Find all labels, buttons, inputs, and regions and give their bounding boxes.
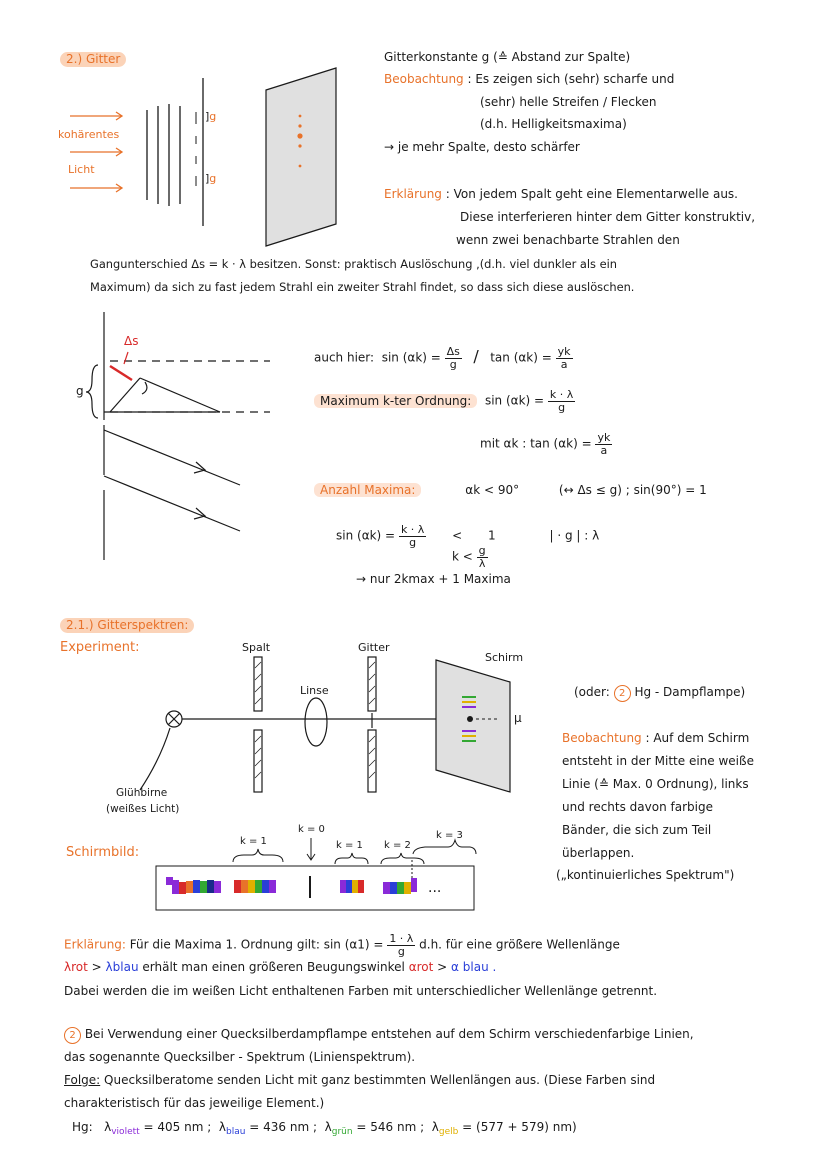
delta-s-segment [110, 366, 132, 380]
auch-hier-line: auch hier: sin (αk) = $\frac{\Delta s}{g}$ / tan (αk) = $\frac{yk}{a}$ [314, 345, 571, 371]
ellipsis: ... [428, 880, 442, 896]
slit-hatching [255, 662, 375, 778]
mercury-line1: 2 Bei Verwendung einer Quecksilberdampflampe entstehen auf dem Schirm verschiedenfarbige Linien, [64, 1027, 694, 1044]
beob2-4: und rechts davon farbige [562, 800, 713, 814]
inequality-line: sin (αk) = $\frac{k \cdot \lambda}{g}$ < 1 | · g | : λ [336, 523, 600, 549]
section-heading-gitterspektren: 2.1.) Gitterspektren: [60, 618, 194, 633]
beobachtung-label: Beobachtung [384, 72, 464, 86]
result-line: → nur 2kmax + 1 Maxima [356, 572, 511, 586]
screen-panel-2 [436, 660, 510, 792]
erklaerung-2: Diese interferieren hinter dem Gitter konstruktiv, [460, 210, 756, 224]
erklaerung-5: Maximum) da sich zu fast jedem Strahl ein zweiter Strahl findet, so dass sich diese auslöschen. [90, 280, 635, 294]
screen-panel [266, 68, 336, 246]
maximum-line: Maximum k-ter Ordnung: sin (αk) = $\frac{k \cdot \lambda}{g}$ [314, 389, 575, 413]
beob2-3: Linie (≙ Max. 0 Ordnung), links [562, 777, 749, 791]
k0-label: k = 0 [298, 824, 325, 835]
beob2-2: entsteht in der Mitte eine weiße [562, 754, 754, 768]
beobachtung-1: Beobachtung : Es zeigen sich (sehr) scharfe und [384, 72, 675, 86]
erkl2-line1: Erklärung: Für die Maxima 1. Ordnung gilt: sin (α1) = $\frac{1 \cdot \lambda}{g}$ d.h. für eine größere Wellenlänge [64, 932, 620, 958]
light-label-2: Licht [68, 163, 95, 176]
geometry-diagram [86, 312, 270, 560]
beob2-1: Beobachtung : Auf dem Schirm [562, 731, 750, 745]
mit-line: mit αk : tan (αk) = $\frac{yk}{a}$ [480, 431, 611, 457]
g-label-1: ]g [205, 110, 217, 123]
beobachtung-2: (sehr) helle Streifen / Flecken [480, 95, 657, 109]
beob2-5: Bänder, die sich zum Teil [562, 823, 712, 837]
mu-label: μ [514, 711, 522, 725]
g-brace-label: g [76, 384, 84, 398]
gitterkonstante: Gitterkonstante g (≙ Abstand zur Spalte) [384, 50, 631, 64]
section-heading-gitter: 2.) Gitter [60, 52, 126, 67]
erklaerung-label: Erklärung [384, 187, 442, 201]
beob2-7: („kontinuierliches Spektrum") [556, 868, 735, 882]
arrow-line: → je mehr Spalte, desto schärfer [384, 140, 580, 154]
grating-lines [147, 78, 203, 226]
erklaerung-4: Gangunterschied Δs = k · λ besitzen. Sonst: praktisch Auslöschung ,(d.h. viel dunkler als ein [90, 257, 618, 271]
schirmbild-label: Schirmbild: [66, 845, 140, 860]
spectrum-k1-left2 [234, 880, 276, 893]
oder-line: (oder: 2 Hg - Dampflampe) [574, 685, 745, 702]
lamp-label-2: (weißes Licht) [106, 803, 180, 815]
experiment-diagram [140, 657, 468, 792]
k2-label: k = 2 [384, 840, 411, 851]
k1-right-label: k = 1 [336, 840, 363, 851]
anzahl-line: Anzahl Maxima: αk < 90° (↔ Δs ≤ g) ; sin(90°) = 1 [314, 483, 707, 498]
erklaerung-3: wenn zwei benachbarte Strahlen den [456, 233, 680, 247]
k3-label: k = 3 [436, 830, 463, 841]
light-label-1: kohärentes [58, 128, 120, 141]
erklaerung-1: Erklärung : Von jedem Spalt geht eine Elementarwelle aus. [384, 187, 738, 201]
schirm-label: Schirm [485, 651, 524, 664]
g-label-2: ]g [205, 172, 217, 185]
beob2-6: überlappen. [562, 846, 635, 860]
erkl2-line2: λrot > λblau erhält man einen größeren Beugungswinkel αrot > α blau . [64, 960, 497, 974]
gitter-label: Gitter [358, 641, 390, 654]
erkl2-line3: Dabei werden die im weißen Licht enthaltenen Farben mit unterschiedlicher Wellenlänge getrennt. [64, 984, 658, 998]
linse-label: Linse [300, 684, 329, 697]
delta-s-label: Δs [124, 334, 139, 348]
mercury-line2: das sogenannte Quecksilber - Spektrum (Linienspektrum). [64, 1050, 416, 1064]
k1-left-label: k = 1 [240, 836, 267, 847]
experiment-label: Experiment: [60, 640, 140, 655]
spectrum-k1-right [340, 880, 364, 893]
mercury-wavelengths: Hg: $\lambda_{violett} = 405$ nm ; $\lambda_{blau} = 436$ nm ; $\lambda_{grün} = 546$ nm ; $\lambda_{gelb} = (577 + 579)$ nm) [72, 1120, 577, 1137]
mercury-line3: Folge: Quecksilberatome senden Licht mit ganz bestimmten Wellenlängen aus. (Diese Farben sind [64, 1073, 656, 1087]
delta-s-tick [124, 352, 128, 364]
screen-center-dot [467, 716, 473, 722]
k-line: k < $\frac{g}{\lambda}$ [452, 544, 486, 570]
beobachtung-3: (d.h. Helligkeitsmaxima) [480, 117, 627, 131]
mercury-line4: charakteristisch für das jeweilige Element.) [64, 1096, 325, 1110]
lamp-label-1: Glühbirne [116, 787, 168, 799]
spalt-label: Spalt [242, 641, 271, 654]
light-arrows [70, 112, 122, 192]
